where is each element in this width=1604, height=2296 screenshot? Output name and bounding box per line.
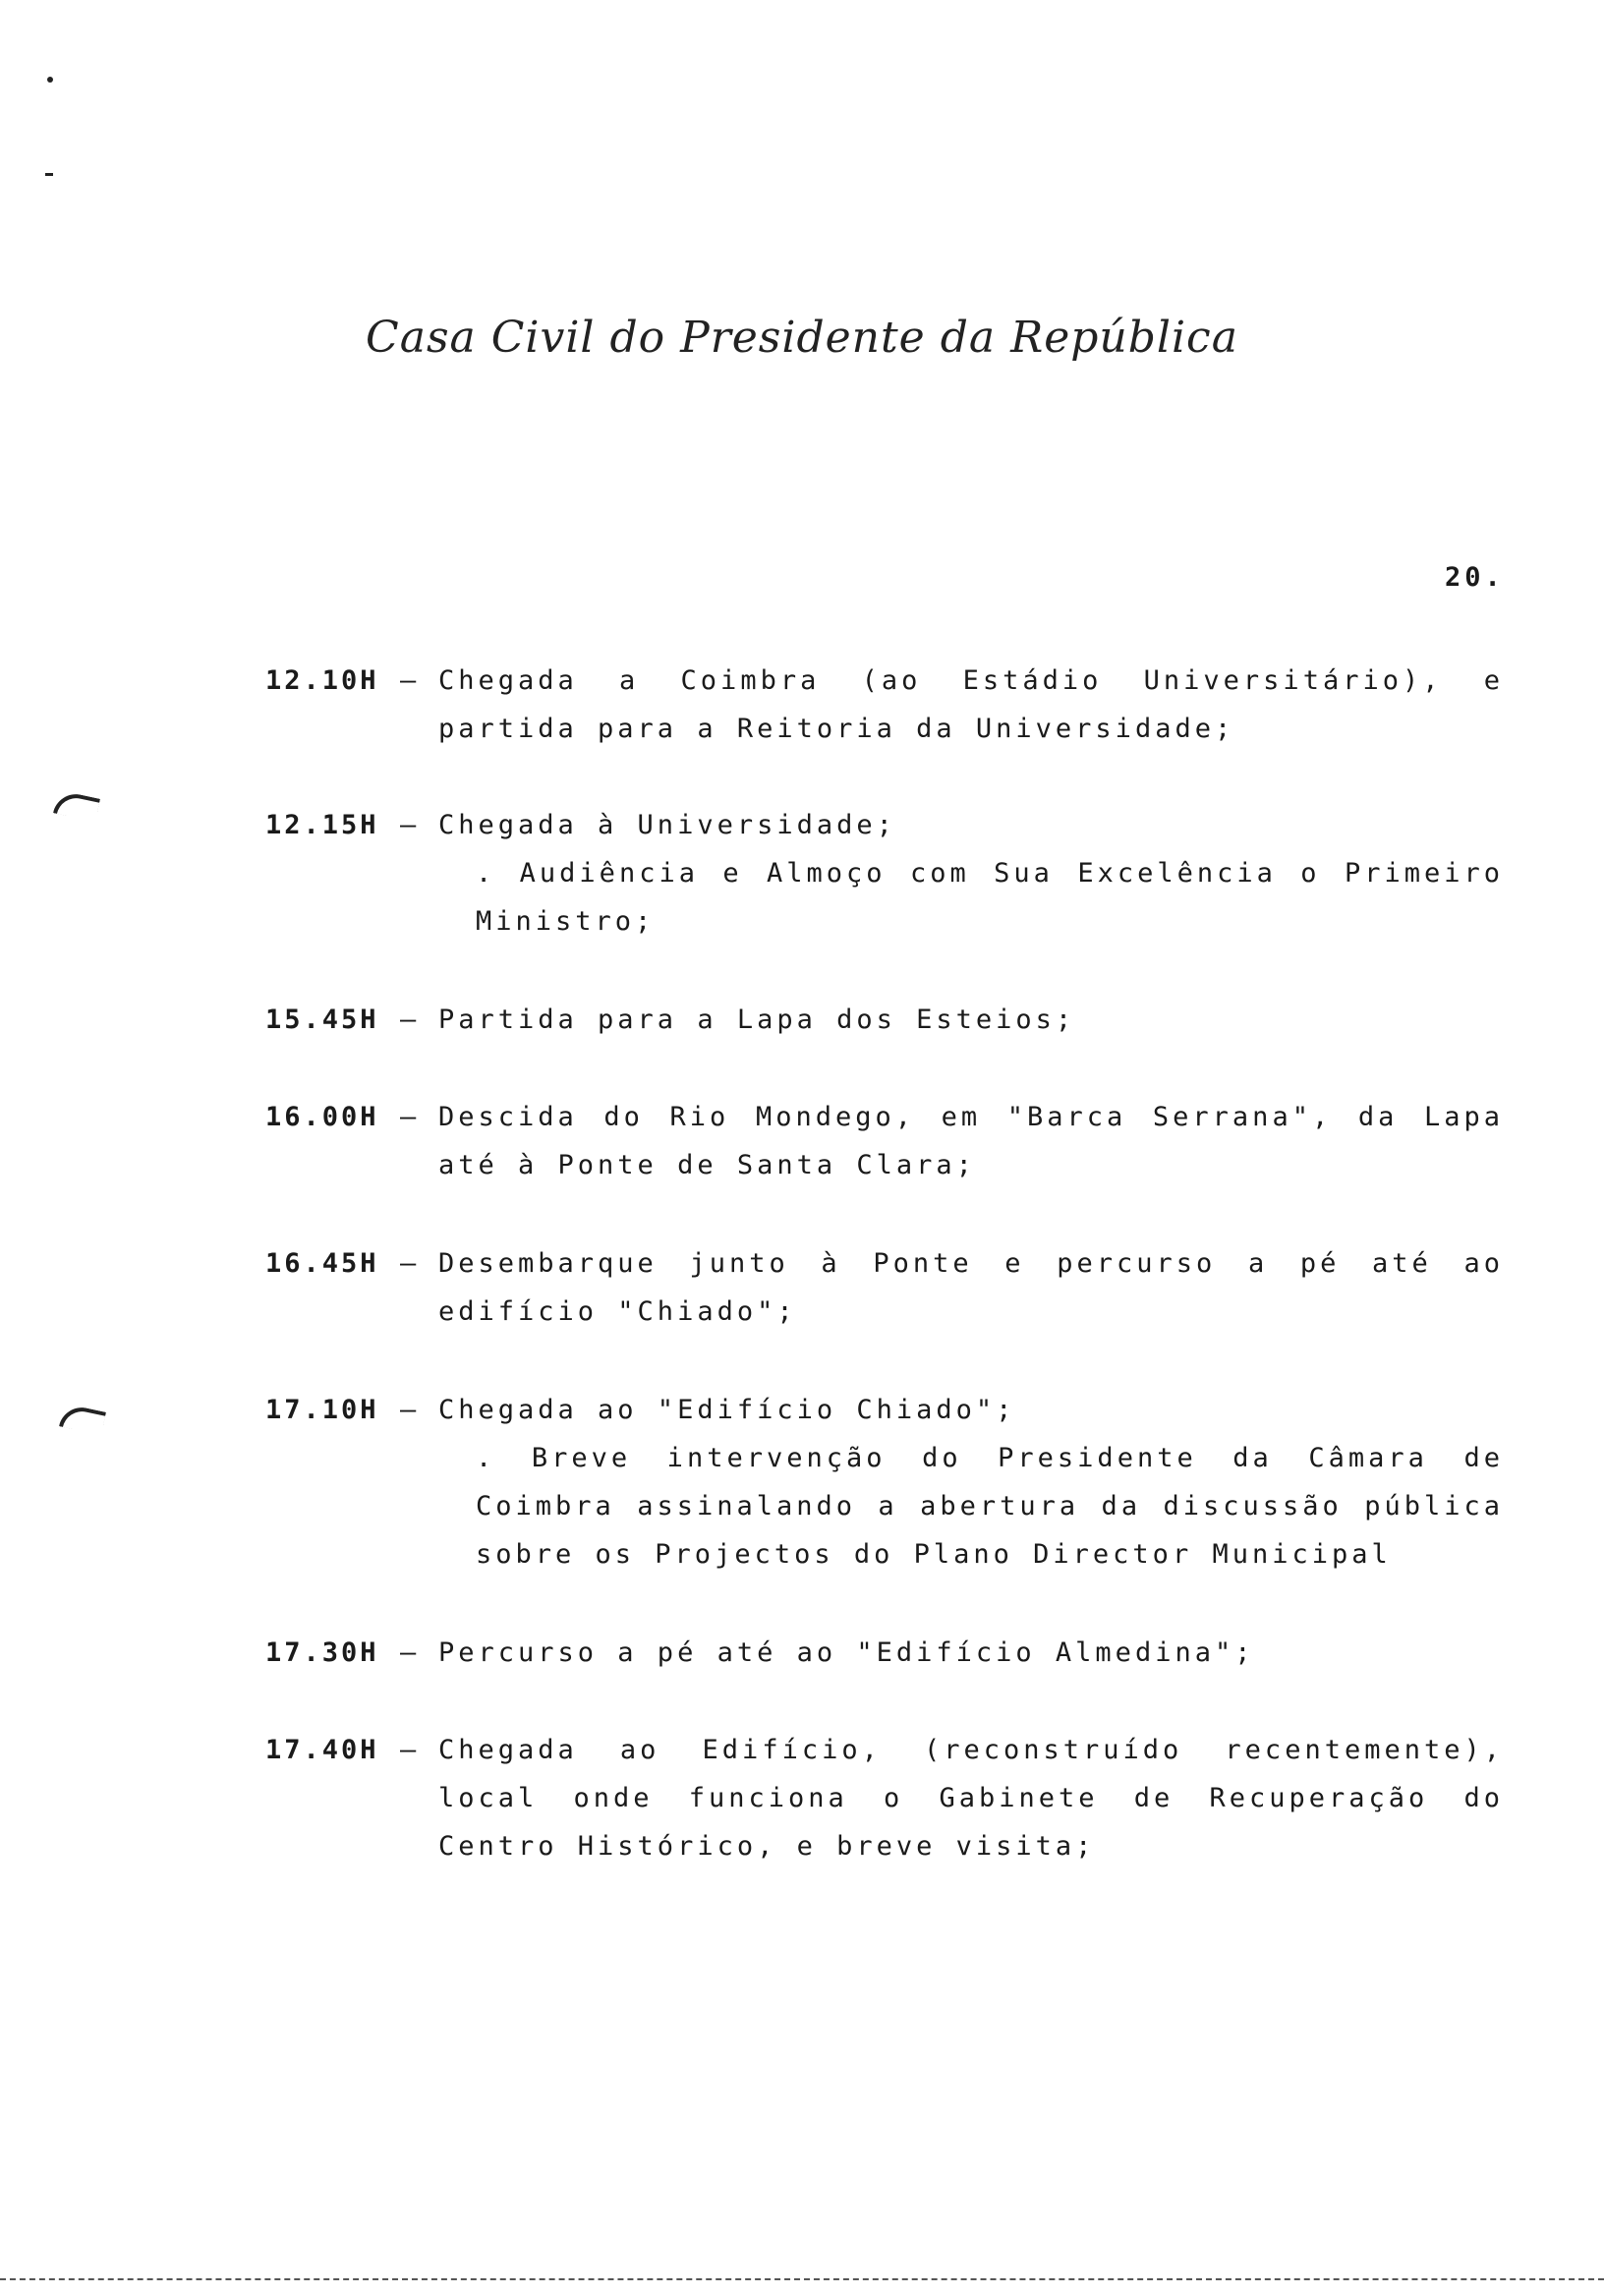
entry-dash: – xyxy=(400,1637,421,1668)
margin-dot-mark xyxy=(47,77,53,83)
entry-dash: – xyxy=(400,1248,421,1279)
entry-time: 17.40H xyxy=(265,1735,379,1765)
page-bottom-divider xyxy=(0,2278,1604,2280)
schedule-entry xyxy=(265,1239,1504,1336)
entry-time: 12.10H xyxy=(265,665,379,696)
punch-hole-arc-lower xyxy=(59,1404,106,1436)
schedule-entry xyxy=(265,801,1504,946)
entry-description: Descida do Rio Mondego, em "Barca Serrana", da Lapa até à Ponte de Santa Clara; xyxy=(438,1102,1504,1180)
schedule-entry xyxy=(265,657,1504,753)
entry-description: Chegada a Coimbra (ao Estádio Universitário), e partida para a Reitoria da Universidade; xyxy=(438,665,1504,744)
entry-sub-item: . Audiência e Almoço com Sua Excelência o Primeiro Ministro; xyxy=(476,858,1504,937)
entry-description: Chegada à Universidade; xyxy=(438,810,896,840)
schedule-entry xyxy=(265,1726,1504,1870)
entry-time: 17.10H xyxy=(265,1395,379,1425)
entry-description: Partida para a Lapa dos Esteios; xyxy=(438,1004,1076,1035)
entry-time: 12.15H xyxy=(265,810,379,840)
schedule-entry xyxy=(265,996,1504,1044)
entry-description: Chegada ao "Edifício Chiado"; xyxy=(438,1395,1016,1425)
entry-dash: – xyxy=(400,1102,421,1132)
punch-hole-arc-upper xyxy=(53,790,100,823)
entry-dash: – xyxy=(400,1395,421,1425)
schedule-entry xyxy=(265,1093,1504,1189)
entry-description: Chegada ao Edifício, (reconstruído recentemente), local onde funciona o Gabinete de Recuperação do Centro Histórico, e breve visita; xyxy=(438,1735,1504,1862)
entry-dash: – xyxy=(400,665,421,696)
entry-sub-item: . Breve intervenção do Presidente da Câmara de Coimbra assinalando a abertura da discussão pública sobre os Projectos do Plano Director Municipal xyxy=(476,1443,1504,1570)
entry-dash: – xyxy=(400,1735,421,1765)
schedule-entry xyxy=(265,1629,1504,1677)
letterhead: Casa Civil do Presidente da República xyxy=(366,313,1238,363)
entry-description: Desembarque junto à Ponte e percurso a pé até ao edifício "Chiado"; xyxy=(438,1248,1504,1327)
schedule-entry xyxy=(265,1386,1504,1578)
page-number: 20. xyxy=(1445,562,1505,593)
entry-time: 15.45H xyxy=(265,1004,379,1035)
entry-time: 16.00H xyxy=(265,1102,379,1132)
entry-dash: – xyxy=(400,810,421,840)
entry-dash: – xyxy=(400,1004,421,1035)
margin-dash-mark xyxy=(45,173,53,176)
entry-description: Percurso a pé até ao "Edifício Almedina"; xyxy=(438,1637,1255,1668)
entry-time: 17.30H xyxy=(265,1637,379,1668)
entry-time: 16.45H xyxy=(265,1248,379,1279)
